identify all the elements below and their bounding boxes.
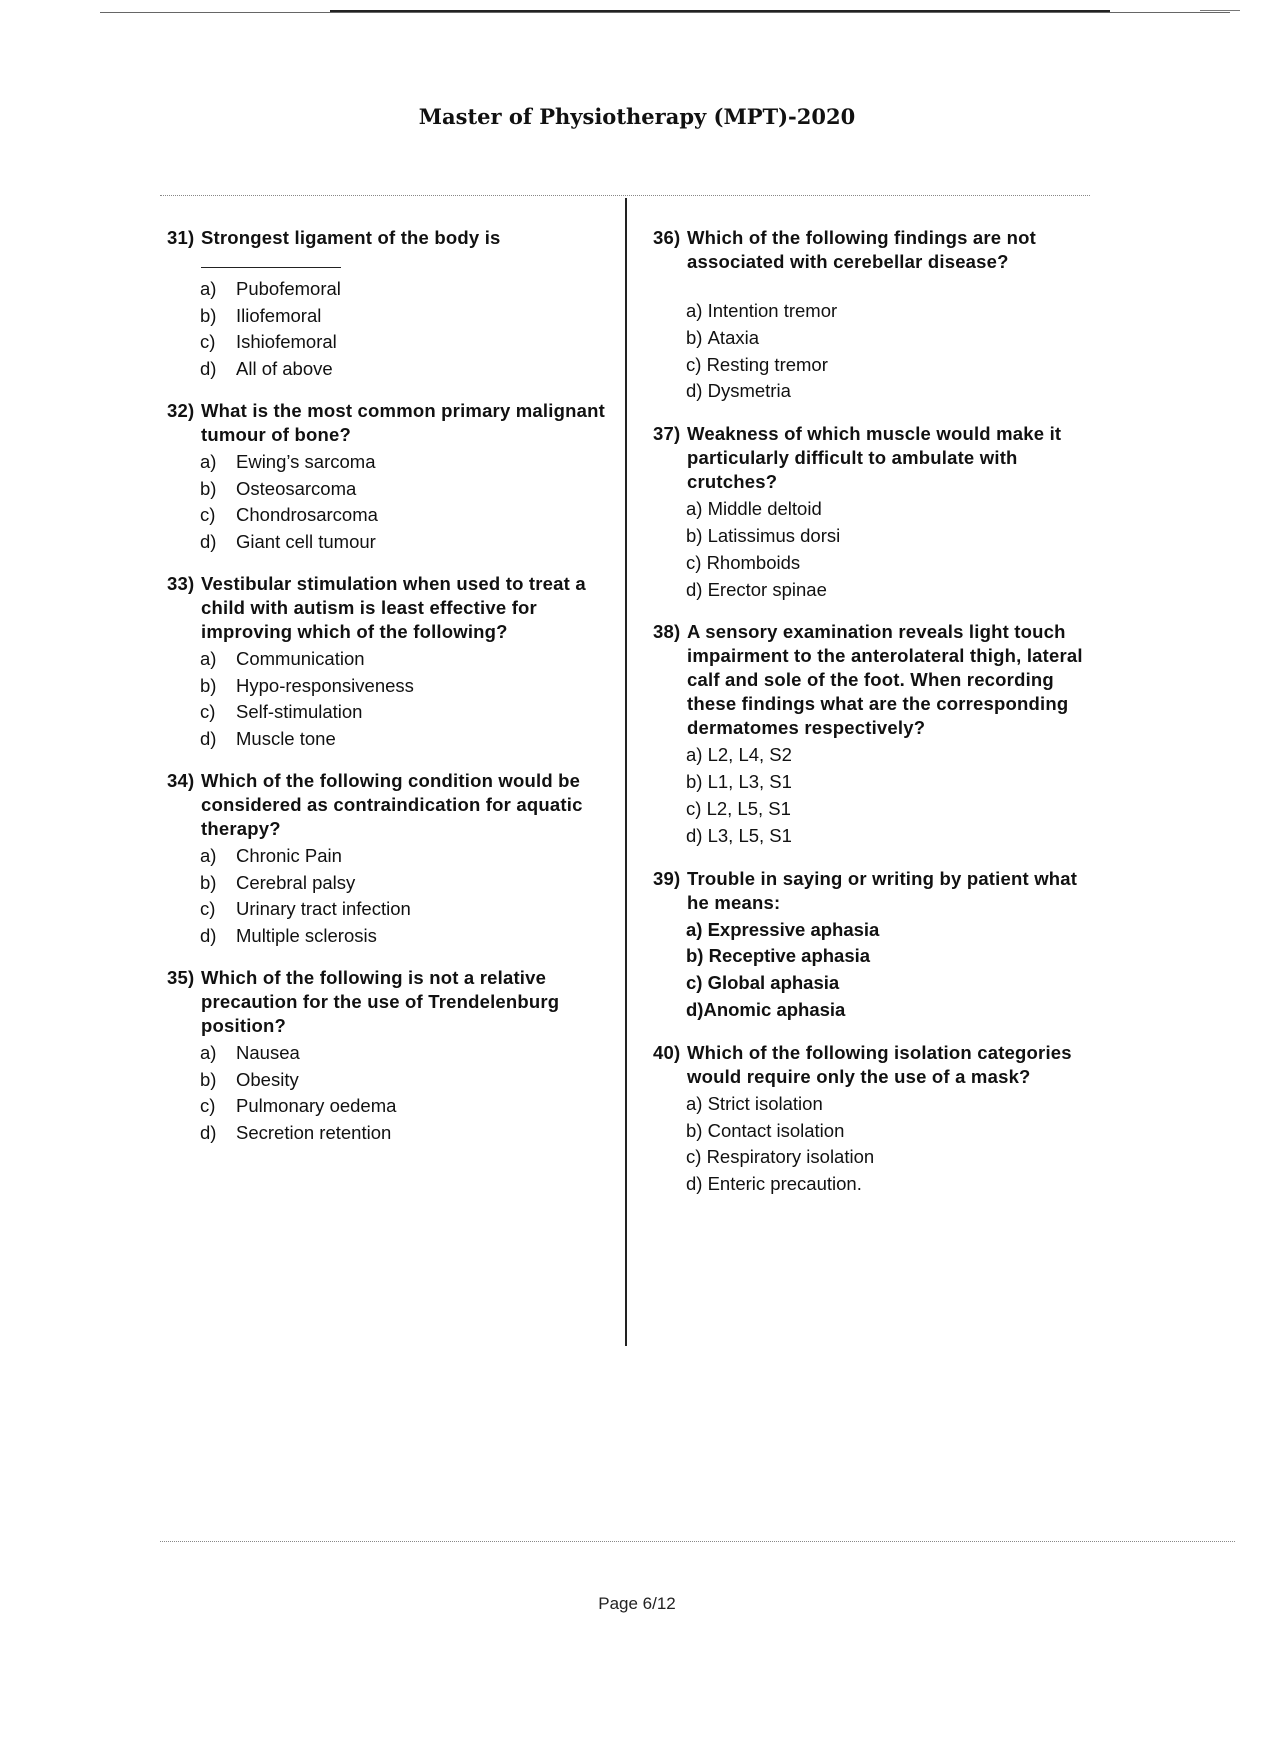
question-33: [167, 572, 607, 752]
option-list: [167, 449, 607, 555]
question-40: [653, 1041, 1093, 1198]
question-number: 37): [653, 423, 681, 445]
option-d[interactable]: [200, 923, 607, 950]
option-letter: b): [200, 871, 217, 893]
option-letter: d): [200, 1121, 217, 1143]
option-a[interactable]: [686, 742, 1093, 769]
option-list: [167, 276, 607, 382]
option-text: Secretion retention: [236, 1121, 392, 1143]
option-d[interactable]: [686, 577, 1093, 604]
option-text: L2, L4, S2: [707, 744, 792, 766]
option-text: Iliofemoral: [236, 304, 322, 326]
option-letter: b): [200, 674, 217, 696]
spacer: [653, 274, 1093, 296]
option-letter: c): [686, 353, 702, 375]
question-number: 34): [167, 770, 195, 791]
option-c[interactable]: [686, 796, 1093, 823]
question-text: Which of the following condition would be considered as contraindication for aquatic therapy?: [201, 770, 583, 839]
option-letter: a): [200, 1042, 217, 1063]
option-letter: d): [686, 998, 704, 1020]
option-text: Latissimus dorsi: [707, 524, 841, 546]
header-divider: [160, 195, 1090, 196]
option-text: Erector spinae: [707, 578, 827, 600]
option-a[interactable]: [200, 646, 607, 673]
option-text: Strict isolation: [707, 1092, 823, 1114]
option-b[interactable]: [200, 303, 607, 330]
question-38: [653, 620, 1093, 849]
option-text: Receptive aphasia: [708, 945, 871, 967]
left-column: [167, 226, 607, 1163]
option-a[interactable]: [200, 276, 607, 303]
option-b[interactable]: [686, 943, 1093, 970]
option-letter: a): [200, 845, 217, 866]
question-text: A sensory examination reveals light touch impairment to the anterolateral thigh, lateral calf and sole of the foot. When recording these findings what are the corresponding dermatomes respectively?: [687, 621, 1083, 739]
option-letter: c): [200, 898, 216, 919]
question-35: [167, 966, 607, 1146]
top-scan-rule-short: [1200, 10, 1240, 11]
question-34: [167, 769, 607, 949]
option-text: Global aphasia: [707, 972, 840, 994]
option-letter: b): [200, 304, 217, 326]
option-text: Cerebral palsy: [236, 871, 356, 893]
option-c[interactable]: [686, 970, 1093, 997]
question-number: 32): [167, 400, 195, 421]
option-text: Pubofemoral: [236, 278, 341, 299]
option-letter: c): [686, 551, 702, 573]
question-37: [653, 422, 1093, 603]
option-list: [653, 1091, 1093, 1198]
option-text: Chronic Pain: [236, 845, 342, 866]
option-d[interactable]: [200, 1120, 607, 1147]
option-list: [653, 917, 1093, 1024]
option-text: Respiratory isolation: [706, 1146, 875, 1168]
question-text: What is the most common primary malignant tumour of bone?: [201, 400, 605, 445]
question-number: 35): [167, 967, 195, 988]
option-d[interactable]: [686, 997, 1093, 1024]
option-letter: b): [686, 1119, 703, 1141]
question-31: [167, 226, 607, 382]
option-c[interactable]: [686, 1144, 1093, 1171]
option-text: Hypo-responsiveness: [236, 674, 414, 696]
option-text: Urinary tract infection: [236, 898, 411, 919]
option-letter: c): [686, 797, 702, 819]
option-a[interactable]: [200, 449, 607, 476]
option-text: Pulmonary oedema: [236, 1095, 397, 1116]
option-text: Nausea: [236, 1042, 300, 1063]
page-title: Master of Physiotherapy (MPT)-2020: [418, 104, 856, 129]
option-text: All of above: [236, 357, 333, 379]
option-c[interactable]: [686, 352, 1093, 379]
question-text: Which of the following isolation categories would require only the use of a mask?: [687, 1041, 1072, 1087]
option-b[interactable]: [200, 1067, 607, 1094]
question-36: [653, 226, 1093, 405]
option-b[interactable]: [686, 1118, 1093, 1145]
option-letter: c): [686, 972, 703, 994]
option-list: [167, 1040, 607, 1146]
right-column: [653, 226, 1093, 1215]
option-text: L3, L5, S1: [707, 824, 792, 846]
option-text: L1, L3, S1: [707, 771, 792, 793]
option-letter: b): [686, 771, 703, 793]
option-b[interactable]: [200, 476, 607, 503]
option-letter: d): [686, 824, 703, 846]
option-text: Self-stimulation: [236, 701, 363, 722]
question-32: [167, 399, 607, 555]
option-text: Chondrosarcoma: [236, 504, 378, 525]
option-letter: c): [200, 701, 216, 722]
question-text: Which of the following findings are not associated with cerebellar disease?: [687, 227, 1036, 272]
option-list: [653, 742, 1093, 849]
option-a[interactable]: [200, 843, 607, 870]
option-list: [167, 843, 607, 949]
option-letter: d): [200, 357, 217, 379]
option-list: [653, 298, 1093, 405]
option-text: Middle deltoid: [707, 498, 822, 520]
question-text: Strongest ligament of the body is: [201, 227, 501, 248]
column-divider: [625, 198, 627, 1346]
option-text: Expressive aphasia: [707, 918, 880, 940]
question-text: Trouble in saying or writing by patient what he means:: [687, 867, 1078, 913]
question-number: 39): [653, 867, 681, 889]
option-d[interactable]: [686, 1171, 1093, 1198]
option-text: Enteric precaution.: [707, 1173, 862, 1195]
option-a[interactable]: [200, 1040, 607, 1067]
option-list: [167, 646, 607, 752]
question-number: 40): [653, 1041, 681, 1063]
option-letter: a): [686, 498, 703, 520]
option-text: Muscle tone: [236, 727, 336, 749]
option-a[interactable]: [686, 298, 1093, 325]
option-c[interactable]: [686, 550, 1093, 577]
option-letter: b): [200, 1068, 217, 1090]
option-b[interactable]: [200, 673, 607, 700]
option-text: Rhomboids: [706, 551, 801, 573]
option-d[interactable]: [200, 529, 607, 556]
option-letter: a): [200, 278, 217, 299]
question-number: 36): [653, 227, 681, 248]
option-d[interactable]: [686, 378, 1093, 405]
option-b[interactable]: [686, 523, 1093, 550]
option-text: L2, L5, S1: [706, 797, 791, 819]
option-text: Ishiofemoral: [236, 331, 337, 352]
option-letter: b): [686, 945, 704, 967]
option-a[interactable]: [686, 1091, 1093, 1118]
option-text: Contact isolation: [707, 1119, 845, 1141]
question-number: 33): [167, 573, 195, 594]
option-text: Ewing’s sarcoma: [236, 451, 376, 472]
option-letter: b): [200, 477, 217, 499]
option-letter: d): [200, 530, 217, 552]
option-letter: c): [200, 1095, 216, 1116]
option-letter: d): [200, 924, 217, 946]
option-text: Intention tremor: [707, 300, 838, 321]
option-letter: d): [686, 380, 703, 402]
footer-divider: [160, 1541, 1235, 1542]
page-number: Page 6/12: [598, 1594, 676, 1613]
option-letter: b): [686, 524, 703, 546]
option-c[interactable]: [200, 1093, 607, 1120]
option-text: Osteosarcoma: [236, 477, 357, 499]
option-letter: b): [686, 326, 703, 348]
question-text: Vestibular stimulation when used to treat a child with autism is least effective for improving which of the following?: [201, 573, 586, 642]
option-b[interactable]: [200, 870, 607, 897]
option-b[interactable]: [686, 325, 1093, 352]
option-d[interactable]: [200, 726, 607, 753]
option-a[interactable]: [686, 917, 1093, 944]
option-letter: a): [686, 744, 703, 766]
option-text: Communication: [236, 648, 365, 669]
question-text: Which of the following is not a relative precaution for the use of Trendelenburg position?: [201, 967, 560, 1036]
option-letter: a): [686, 300, 703, 321]
option-text: Obesity: [236, 1068, 299, 1090]
option-text: Dysmetria: [707, 380, 791, 402]
option-d[interactable]: [200, 356, 607, 383]
option-c[interactable]: [200, 329, 607, 356]
question-text: Weakness of which muscle would make it particularly difficult to ambulate with crutches?: [687, 423, 1062, 493]
option-letter: d): [686, 1173, 703, 1195]
option-letter: a): [200, 648, 217, 669]
option-d[interactable]: [686, 823, 1093, 850]
option-a[interactable]: [686, 496, 1093, 523]
option-text: Multiple sclerosis: [236, 924, 377, 946]
option-letter: d): [686, 578, 703, 600]
option-letter: a): [686, 918, 703, 940]
option-c[interactable]: [200, 699, 607, 726]
option-b[interactable]: [686, 769, 1093, 796]
option-letter: a): [686, 1092, 703, 1114]
option-letter: c): [200, 331, 216, 352]
option-text: Ataxia: [707, 326, 760, 348]
option-c[interactable]: [200, 502, 607, 529]
option-text: Anomic aphasia: [703, 998, 846, 1020]
option-letter: a): [200, 451, 217, 472]
option-text: Giant cell tumour: [236, 530, 376, 552]
option-c[interactable]: [200, 896, 607, 923]
top-scan-rule: [100, 12, 1230, 13]
option-text: Resting tremor: [706, 353, 828, 375]
option-letter: c): [200, 504, 216, 525]
question-number: 38): [653, 621, 681, 643]
top-scan-rule-bold: [330, 10, 1110, 12]
option-letter: c): [686, 1146, 702, 1168]
option-list: [653, 496, 1093, 603]
question-number: 31): [167, 227, 195, 248]
answer-blank: [201, 251, 341, 268]
question-39: [653, 867, 1093, 1024]
option-letter: d): [200, 727, 217, 749]
